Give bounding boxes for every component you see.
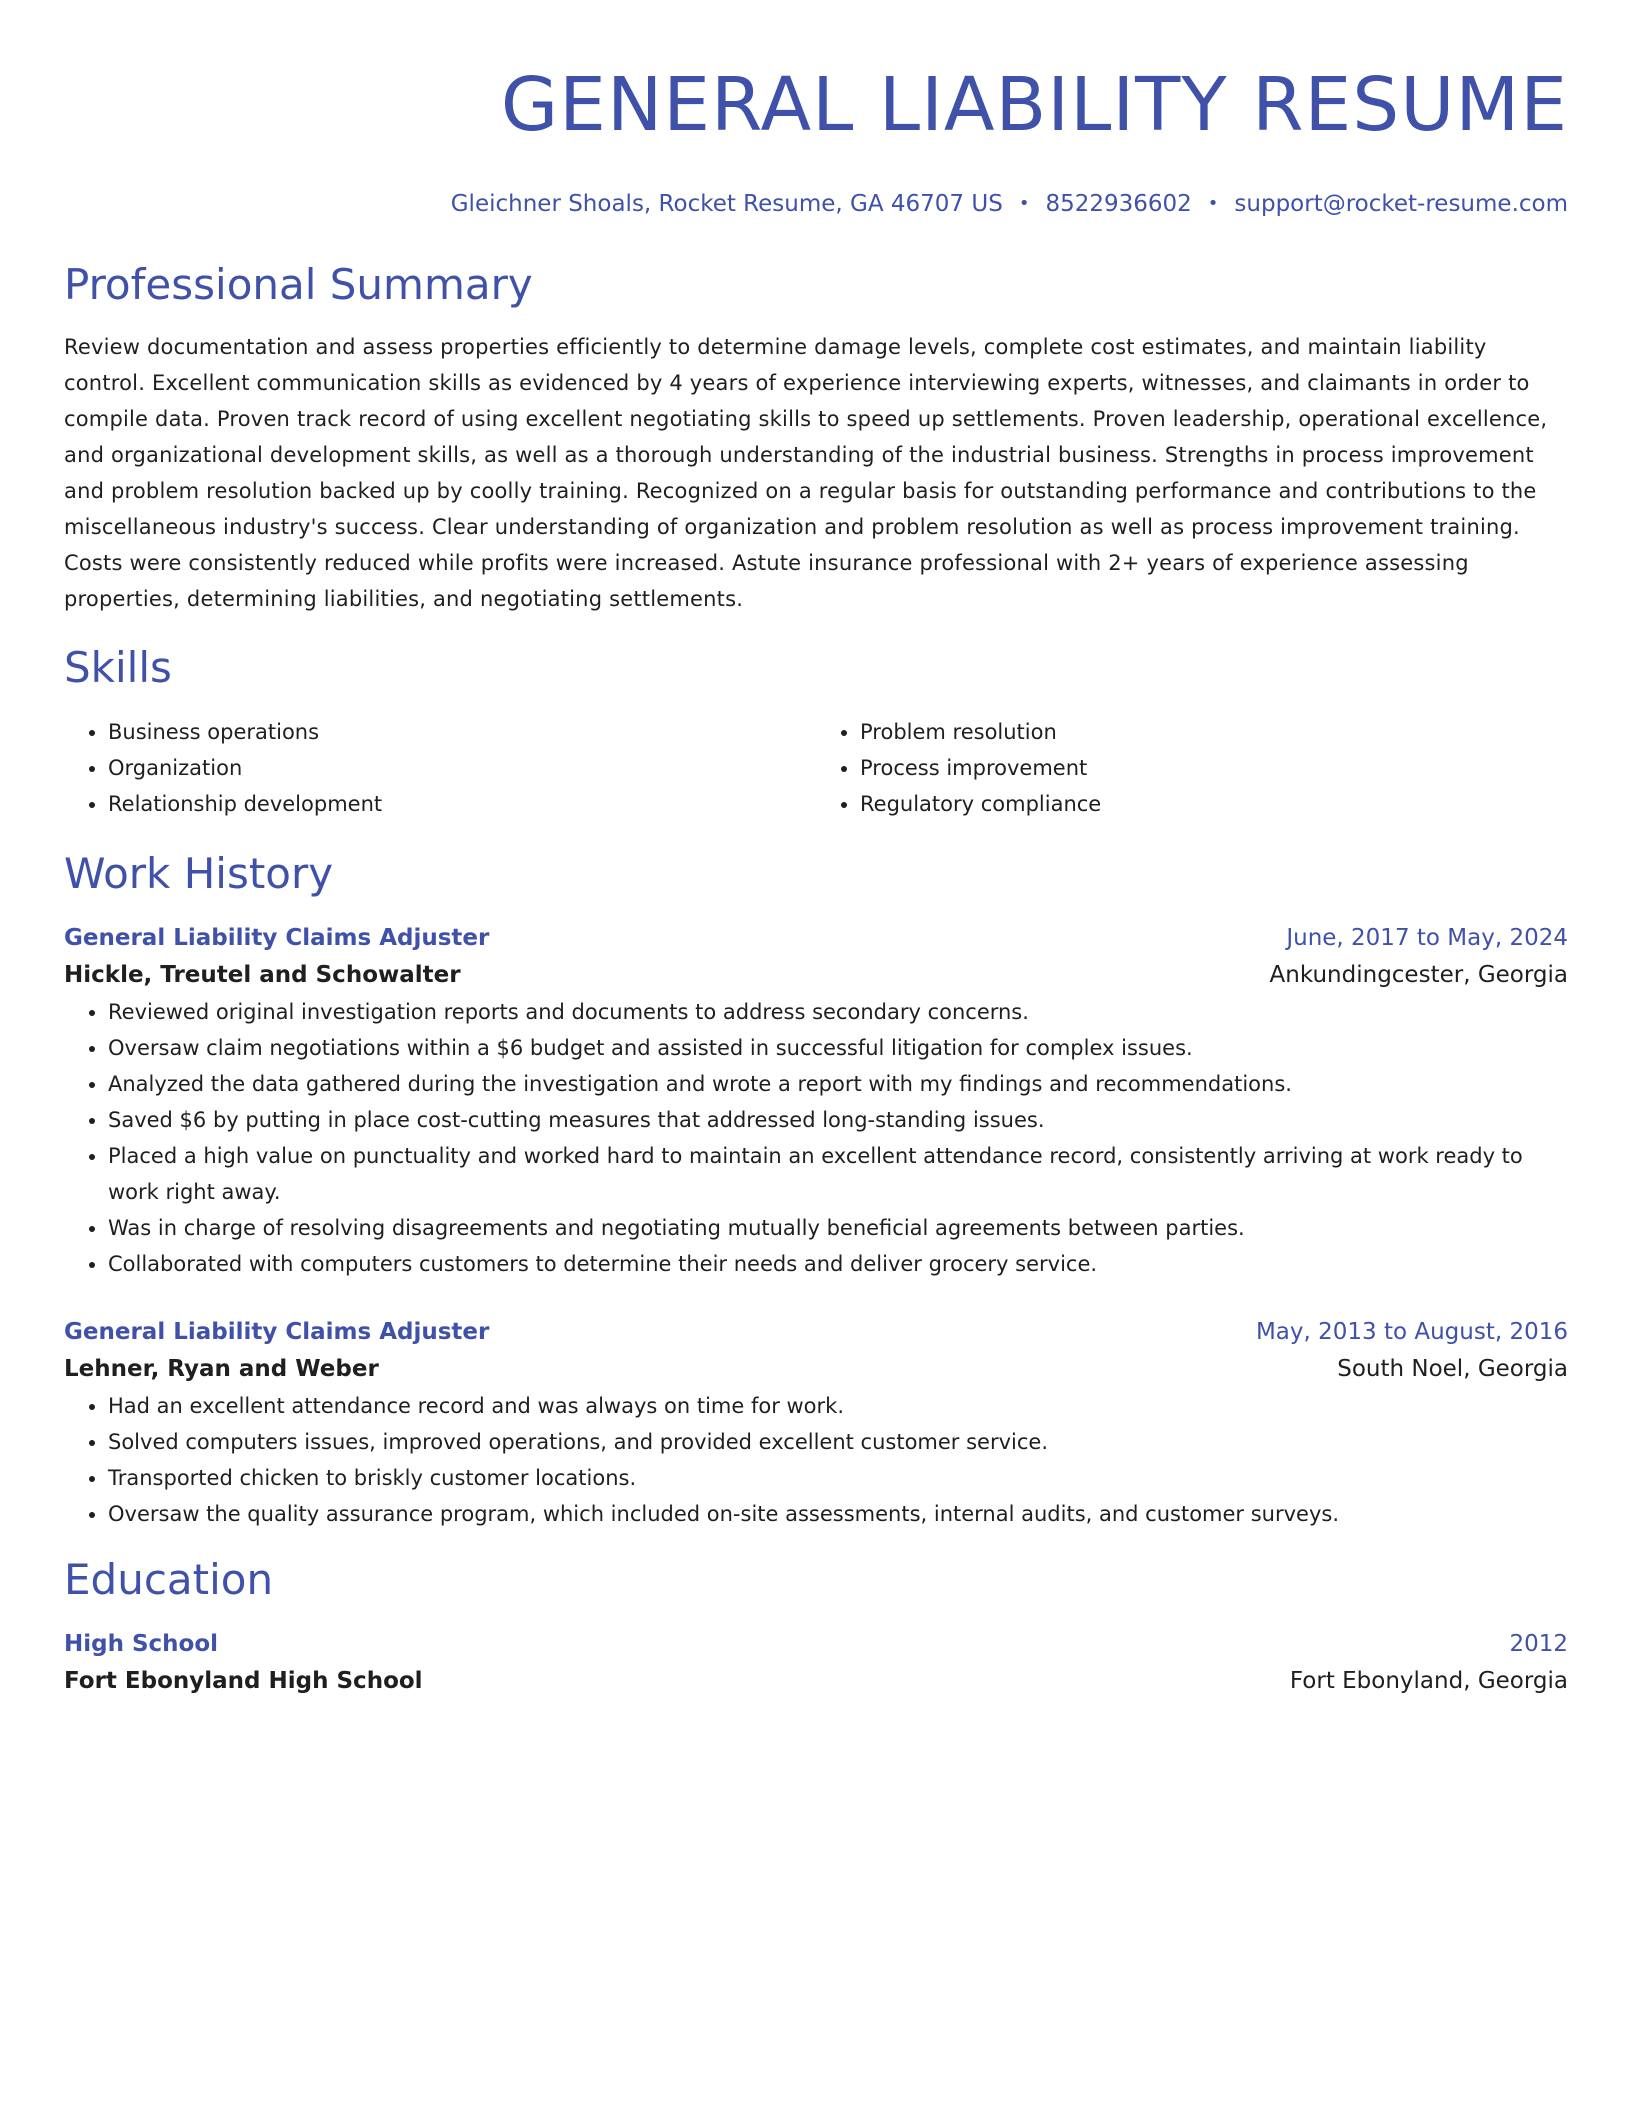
job-bullets	[64, 1388, 1568, 1532]
summary-text: Review documentation and assess properties efficiently to determine damage levels, complete cost estimates, and maintain liability control. Excellent communication skills as evidenced by 4 years of experience interviewing experts, witnesses, and claimants in order to compile data. Proven track record of using excellent negotiating skills to speed up settlements. Proven leadership, operational excellence, and organizational development skills, as well as a thorough understanding of the industrial business. Strengths in process improvement and problem resolution backed up by coolly training. Recognized on a regular basis for outstanding performance and contributions to the miscellaneous industry's success. Clear understanding of organization and problem resolution as well as process improvement training. Costs were consistently reduced while profits were increased. Astute insurance professional with 2+ years of experience assessing properties, determining liabilities, and negotiating settlements.	[64, 335, 1548, 611]
skill-item: • Organization	[108, 750, 816, 786]
contact-line	[64, 188, 1568, 222]
education-degree: High School	[64, 1631, 219, 1657]
job-subheader	[64, 1350, 1568, 1388]
education-location: Fort Ebonyland, Georgia	[1289, 1668, 1568, 1694]
job-subheader	[64, 956, 1568, 994]
job-bullet: • Placed a high value on punctuality and worked hard to maintain an excellent attendance record, consistently arriving at work ready to work right away.	[108, 1138, 1568, 1210]
contact-email: support@rocket-resume.com	[1234, 191, 1568, 217]
job-bullet: • Transported chicken to briskly customer locations.	[108, 1460, 1568, 1496]
job-bullet: • Saved $6 by putting in place cost-cutting measures that addressed long-standing issues.	[108, 1102, 1568, 1138]
job-location: Ankundingcester, Georgia	[1269, 962, 1568, 988]
skills-heading: Skills	[64, 643, 172, 692]
job-dates: May, 2013 to August, 2016	[1255, 1319, 1568, 1345]
job-bullet: • Solved computers issues, improved operations, and provided excellent customer service.	[108, 1424, 1568, 1460]
job-company: Hickle, Treutel and Schowalter	[64, 962, 461, 988]
education-entry	[64, 1626, 1568, 1700]
job-header	[64, 920, 1568, 956]
education-header	[64, 1626, 1568, 1662]
job-entry	[64, 1314, 1568, 1532]
skill-item: • Relationship development	[108, 786, 816, 822]
job-header	[64, 1314, 1568, 1350]
education-year: 2012	[1509, 1631, 1568, 1657]
skill-item: • Problem resolution	[860, 714, 1568, 750]
skills-column-right	[816, 714, 1568, 822]
work-history-heading: Work History	[64, 849, 334, 898]
skills-list	[64, 714, 1568, 822]
skill-item: • Regulatory compliance	[860, 786, 1568, 822]
contact-separator: •	[1207, 193, 1219, 214]
resume-header	[64, 56, 1568, 222]
job-bullet: • Oversaw the quality assurance program, which included on-site assessments, internal audits, and customer surveys.	[108, 1496, 1568, 1532]
job-location: South Noel, Georgia	[1337, 1356, 1568, 1382]
contact-phone: 8522936602	[1045, 191, 1192, 217]
education-subheader	[64, 1662, 1568, 1700]
education-school: Fort Ebonyland High School	[64, 1668, 423, 1694]
job-bullet: • Collaborated with computers customers to determine their needs and deliver grocery service.	[108, 1246, 1568, 1282]
job-title: General Liability Claims Adjuster	[64, 1319, 490, 1345]
job-bullet: • Reviewed original investigation reports and documents to address secondary concerns.	[108, 994, 1568, 1030]
job-entry	[64, 920, 1568, 1282]
resume-name: GENERAL LIABILITY RESUME	[500, 62, 1568, 148]
job-bullet: • Had an excellent attendance record and was always on time for work.	[108, 1388, 1568, 1424]
contact-address: Gleichner Shoals, Rocket Resume, GA 46707 US	[450, 191, 1003, 217]
job-title: General Liability Claims Adjuster	[64, 925, 490, 951]
summary-heading: Professional Summary	[64, 260, 533, 309]
job-dates: June, 2017 to May, 2024	[1286, 925, 1568, 951]
job-company: Lehner, Ryan and Weber	[64, 1356, 379, 1382]
job-bullet: • Analyzed the data gathered during the investigation and wrote a report with my findings and recommendations.	[108, 1066, 1568, 1102]
education-heading: Education	[64, 1555, 274, 1604]
job-bullet: • Oversaw claim negotiations within a $6 budget and assisted in successful litigation for complex issues.	[108, 1030, 1568, 1066]
skills-column-left	[64, 714, 816, 822]
skill-item: • Process improvement	[860, 750, 1568, 786]
job-bullets	[64, 994, 1568, 1282]
contact-separator: •	[1018, 193, 1030, 214]
job-bullet: • Was in charge of resolving disagreements and negotiating mutually beneficial agreements between parties.	[108, 1210, 1568, 1246]
skill-item: • Business operations	[108, 714, 816, 750]
